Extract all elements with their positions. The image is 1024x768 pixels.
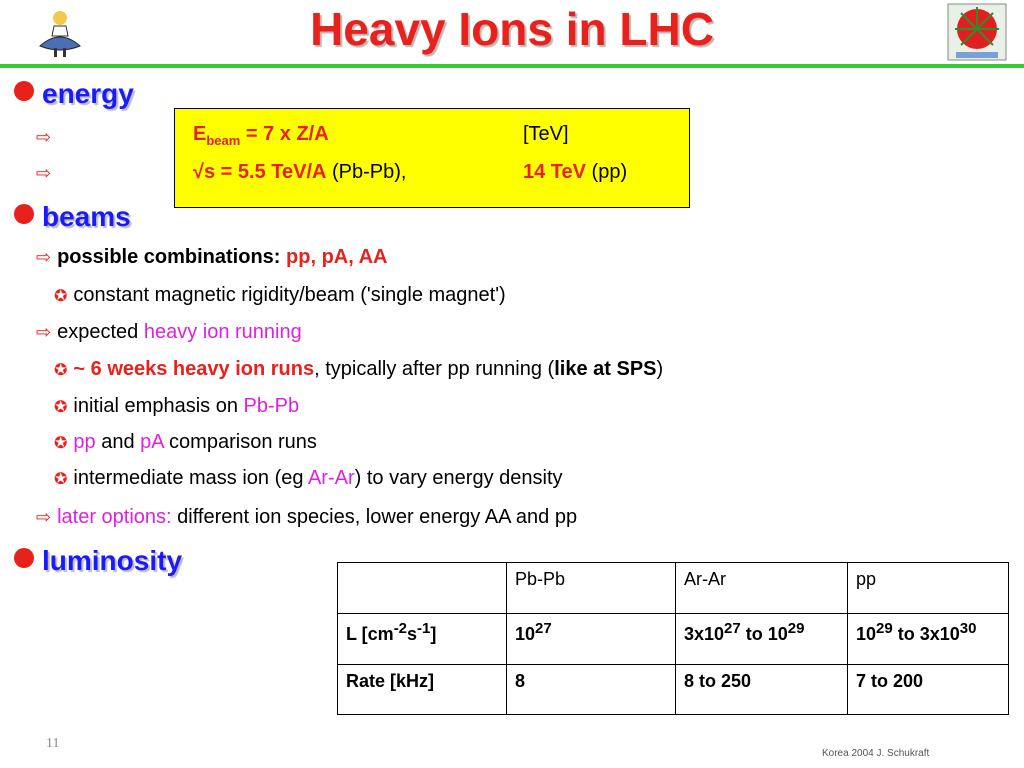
emphasis-text: initial emphasis on (73, 395, 244, 417)
arrow-right-icon: ⇨ (36, 322, 52, 342)
expected-highlight: heavy ion running (143, 321, 302, 343)
footer-credit: Korea 2004 J. Schukraft (822, 748, 930, 759)
rigidity-text: constant magnetic rigidity/beam ('single magnet') (73, 284, 506, 306)
beams-intermediate (54, 467, 563, 490)
weeks-close: ) (656, 358, 664, 380)
arrow-right-icon: ⇨ (36, 247, 52, 267)
energy-sub-arrow-2 (36, 162, 57, 185)
later-text: different ion species, lower energy AA and pp (177, 506, 578, 528)
beams-later (36, 506, 577, 529)
weeks-highlight: ~ 6 weeks heavy ion runs (73, 358, 315, 380)
table-cell (338, 563, 507, 614)
bullet-beams (14, 201, 131, 233)
comparison-text: comparison runs (163, 431, 317, 453)
title-divider (0, 64, 1024, 68)
weeks-text: , typically after pp running ( (314, 358, 555, 380)
table-row (338, 563, 1009, 614)
sqrt-s-pbpb: (Pb-Pb), (326, 161, 407, 183)
intermediate-rest: ) to vary energy density (354, 467, 563, 489)
combinations-label: possible combinations: (57, 246, 287, 268)
table-cell: $3x10^{27}$ to $10^{29}$ (676, 614, 848, 665)
table-header-cell: Ar-Ar (676, 563, 848, 614)
ebeam-subscript: beam (206, 133, 241, 148)
formula-unit: [TeV] (523, 123, 569, 145)
sqrt-s-expression: √s = 5.5 TeV/A (193, 161, 327, 183)
arrow-right-icon: ⇨ (36, 507, 52, 527)
energy-sub-arrow-1 (36, 126, 57, 149)
star-bullet-icon: ✪ (54, 288, 68, 305)
energy-formula-box (174, 108, 690, 208)
comparison-pp: pp (73, 431, 96, 453)
star-bullet-icon: ✪ (54, 471, 68, 488)
comparison-and: and (95, 431, 141, 453)
formula-ebeam (193, 123, 329, 148)
bullet-luminosity (14, 545, 182, 577)
table-cell: 7 to 200 (848, 665, 1009, 715)
table-cell: $10^{27}$ (507, 614, 676, 665)
formula-pp-energy (523, 161, 627, 184)
energy-heading: energy (42, 78, 134, 109)
beams-emphasis (54, 395, 299, 418)
page-number: 11 (46, 736, 60, 751)
beams-rigidity (54, 284, 506, 307)
table-header-cell: pp (848, 563, 1009, 614)
pp-energy-label: (pp) (586, 161, 628, 183)
bullet-energy (14, 78, 134, 110)
star-bullet-icon: ✪ (54, 399, 68, 416)
bullet-dot-icon (14, 548, 34, 568)
table-cell: $10^{29}$ to $3x10^{30}$ (848, 614, 1009, 665)
weeks-sps: like at SPS (554, 358, 657, 380)
combinations-value: pp, pA, AA (286, 246, 388, 268)
beams-combinations (36, 246, 387, 269)
table-row-label: Rate [kHz] (338, 665, 507, 715)
ebeam-expression: = 7 x Z/A (240, 123, 329, 145)
table-row (338, 614, 1009, 665)
bullet-dot-icon (14, 204, 34, 224)
intermediate-text: intermediate mass ion (eg (73, 467, 308, 489)
beams-weeks (54, 358, 663, 381)
bullet-dot-icon (14, 81, 34, 101)
beams-heading: beams (42, 201, 131, 232)
arrow-right-icon: ⇨ (36, 163, 52, 183)
luminosity-table (337, 562, 1009, 715)
table-header-cell: Pb-Pb (507, 563, 676, 614)
ebeam-symbol: E (193, 123, 207, 145)
luminosity-heading: luminosity (42, 545, 183, 576)
formula-sqrt-s (193, 161, 406, 184)
star-bullet-icon: ✪ (54, 435, 68, 452)
table-row-label: L $[cm^{-2}s^{-1}]$ (338, 614, 507, 665)
pp-energy-value: 14 TeV (523, 161, 586, 183)
comparison-pa: pA (140, 431, 164, 453)
table-row (338, 665, 1009, 715)
beams-comparison (54, 431, 317, 454)
star-bullet-icon: ✪ (54, 362, 68, 379)
table-cell: 8 (507, 665, 676, 715)
table-cell: 8 to 250 (676, 665, 848, 715)
slide-title: Heavy Ions in LHC (310, 3, 714, 55)
beams-expected (36, 321, 302, 344)
emphasis-highlight: Pb-Pb (243, 395, 300, 417)
expected-text: expected (57, 321, 144, 343)
intermediate-highlight: Ar-Ar (307, 467, 355, 489)
arrow-right-icon: ⇨ (36, 127, 52, 147)
later-highlight: later options: (57, 506, 178, 528)
